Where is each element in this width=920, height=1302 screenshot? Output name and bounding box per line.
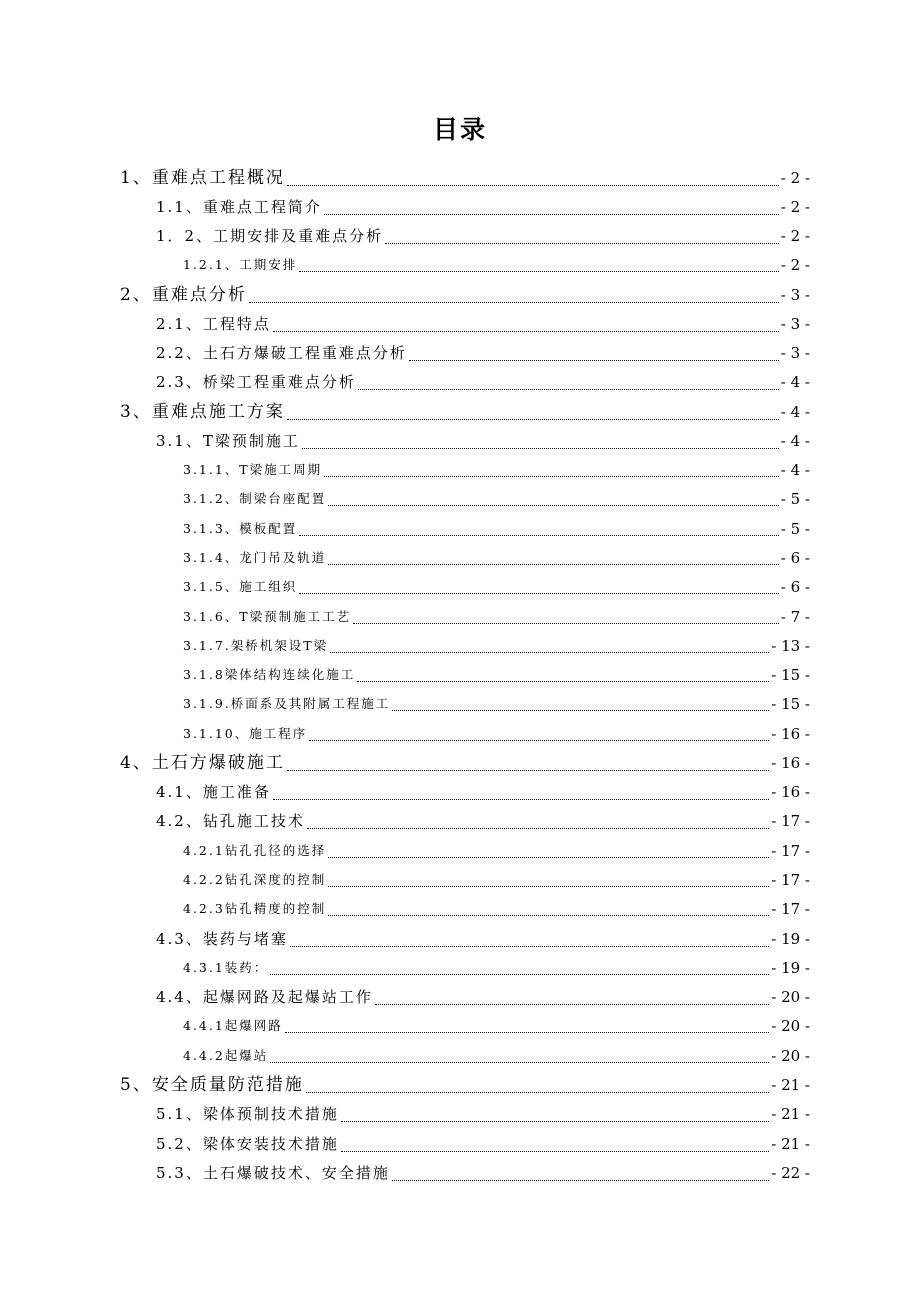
toc-entry[interactable] [156, 222, 810, 250]
toc-dot-leader [306, 1092, 769, 1093]
toc-dot-leader [285, 1032, 769, 1033]
toc-page-number: - 4 - [780, 461, 810, 479]
toc-entry-label: 4.2.2钻孔深度的控制 [183, 872, 327, 887]
toc-page-number: - 16 - [771, 754, 810, 772]
toc-entry-label: 4.4、起爆网路及起爆站工作 [156, 988, 373, 1006]
toc-entry[interactable] [183, 544, 810, 572]
toc-dot-leader [341, 1151, 769, 1152]
toc-entry[interactable] [120, 749, 810, 777]
toc-entry-label: 5.1、梁体预制技术措施 [156, 1105, 339, 1123]
toc-entry-label: 1．2、工期安排及重难点分析 [156, 227, 384, 245]
toc-dot-leader [249, 302, 779, 303]
toc-dot-leader [270, 974, 769, 975]
toc-entry[interactable] [156, 193, 810, 221]
toc-entry[interactable] [156, 427, 810, 455]
toc-entry[interactable] [120, 281, 810, 309]
toc-entry-label: 3.1.5、施工组织 [183, 579, 298, 594]
toc-page-number: - 6 - [780, 549, 810, 567]
toc-entry-label: 3.1.10、施工程序 [183, 726, 308, 741]
toc-dot-leader [287, 770, 769, 771]
toc-dot-leader [385, 243, 779, 244]
toc-entry[interactable] [183, 954, 810, 982]
toc-entry-label: 3.1、T梁预制施工 [156, 432, 300, 450]
toc-entry-label: 2.2、土石方爆破工程重难点分析 [156, 344, 407, 362]
toc-entry[interactable] [156, 1100, 810, 1128]
toc-page-number: - 4 - [780, 432, 810, 450]
toc-dot-leader [358, 389, 779, 390]
toc-entry[interactable] [156, 925, 810, 953]
toc-dot-leader [328, 886, 769, 887]
toc-dot-leader [353, 623, 779, 624]
toc-dot-leader [328, 564, 778, 565]
toc-entry-label: 4.3、装药与堵塞 [156, 930, 288, 948]
toc-entry[interactable] [183, 1012, 810, 1040]
toc-dot-leader [375, 1004, 769, 1005]
toc-entry-label: 4.2.1钻孔孔径的选择 [183, 843, 327, 858]
toc-entry-label: 5.2、梁体安装技术措施 [156, 1135, 339, 1153]
toc-entry-label: 3.1.4、龙门吊及轨道 [183, 550, 327, 565]
toc-entry-label: 1.1、重难点工程简介 [156, 198, 322, 216]
toc-page-number: - 16 - [771, 725, 810, 743]
toc-dot-leader [287, 419, 779, 420]
toc-entry[interactable] [183, 632, 810, 660]
toc-entry[interactable] [156, 1130, 810, 1158]
toc-page-number: - 21 - [771, 1076, 810, 1094]
toc-page-number: - 20 - [771, 988, 810, 1006]
toc-page-number: - 4 - [780, 373, 810, 391]
toc-entry-label: 3.1.9.桥面系及其附属工程施工 [183, 696, 391, 711]
toc-entry-label: 4、土石方爆破施工 [120, 753, 285, 773]
toc-dot-leader [290, 946, 769, 947]
toc-entry[interactable] [183, 456, 810, 484]
toc-entry-label: 5、安全质量防范措施 [120, 1075, 304, 1095]
toc-dot-leader [341, 1121, 769, 1122]
toc-page-number: - 20 - [771, 1017, 810, 1035]
toc-page-number: - 2 - [780, 227, 810, 245]
toc-page-number: - 22 - [771, 1164, 810, 1182]
toc-dot-leader [328, 857, 769, 858]
toc-entry[interactable] [183, 895, 810, 923]
toc-page-number: - 17 - [771, 842, 810, 860]
toc-dot-leader [328, 915, 769, 916]
toc-page-number: - 21 - [771, 1105, 810, 1123]
toc-page-number: - 3 - [780, 315, 810, 333]
toc-page-number: - 13 - [771, 637, 810, 655]
toc-page-number: - 15 - [771, 695, 810, 713]
toc-dot-leader [324, 476, 779, 477]
toc-page-number: - 3 - [780, 286, 810, 304]
toc-entry[interactable] [183, 515, 810, 543]
toc-entry[interactable] [156, 339, 810, 367]
toc-dot-leader [273, 331, 779, 332]
toc-dot-leader [299, 593, 778, 594]
toc-entry[interactable] [156, 983, 810, 1011]
toc-entry[interactable] [120, 164, 810, 192]
toc-dot-leader [309, 740, 769, 741]
page-title: 目录 [432, 115, 487, 144]
toc-page-number: - 17 - [771, 812, 810, 830]
toc-dot-leader [270, 1062, 769, 1063]
toc-entry[interactable] [183, 661, 810, 689]
toc-entry[interactable] [183, 866, 810, 894]
toc-entry[interactable] [156, 778, 810, 806]
toc-entry-label: 1.2.1、工期安排 [183, 257, 298, 272]
toc-page-number: - 5 - [780, 490, 810, 508]
toc-entry-label: 2、重难点分析 [120, 285, 247, 305]
toc-dot-leader [357, 681, 769, 682]
toc-entry[interactable] [183, 485, 810, 513]
toc-entry-label: 4.1、施工准备 [156, 783, 271, 801]
toc-entry-label: 2.3、桥梁工程重难点分析 [156, 373, 356, 391]
toc-page-number: - 17 - [771, 900, 810, 918]
toc-entry-label: 3、重难点施工方案 [120, 402, 285, 422]
toc-entry[interactable] [120, 398, 810, 426]
toc-entry-label: 1、重难点工程概况 [120, 168, 285, 188]
toc-dot-leader [328, 505, 778, 506]
toc-entry[interactable] [183, 690, 810, 718]
toc-entry-label: 4.2、钻孔施工技术 [156, 812, 305, 830]
toc-page-number: - 5 - [780, 520, 810, 538]
toc-page-number: - 17 - [771, 871, 810, 889]
toc-entry-label: 3.1.1、T梁施工周期 [183, 462, 323, 477]
toc-dot-leader [299, 535, 778, 536]
toc-entry[interactable] [156, 368, 810, 396]
toc-page-number: - 21 - [771, 1135, 810, 1153]
toc-page-number: - 4 - [780, 403, 810, 421]
toc-entry[interactable] [183, 720, 810, 748]
toc-entry-label: 2.1、工程特点 [156, 315, 271, 333]
toc-entry[interactable] [156, 1159, 810, 1187]
toc-dot-leader [392, 710, 769, 711]
toc-entry-label: 4.4.2起爆站 [183, 1048, 269, 1063]
toc-entry[interactable] [156, 310, 810, 338]
toc-dot-leader [330, 652, 769, 653]
toc-dot-leader [409, 360, 779, 361]
toc-entry-label: 4.2.3钻孔精度的控制 [183, 901, 327, 916]
toc-page-number: - 19 - [771, 959, 810, 977]
toc-entry-label: 3.1.7.架桥机架设T梁 [183, 638, 329, 653]
toc-entry[interactable] [120, 1071, 810, 1099]
toc-entry[interactable] [183, 1042, 810, 1070]
toc-page-number: - 19 - [771, 930, 810, 948]
toc-page-number: - 15 - [771, 666, 810, 684]
toc-page-number: - 2 - [780, 169, 810, 187]
toc-dot-leader [302, 448, 779, 449]
toc-entry[interactable] [183, 603, 810, 631]
toc-page-number: - 3 - [780, 344, 810, 362]
toc-page-number: - 16 - [771, 783, 810, 801]
toc-entry-label: 3.1.6、T梁预制施工工艺 [183, 609, 352, 624]
toc-dot-leader [287, 185, 779, 186]
toc-entry[interactable] [183, 251, 810, 279]
toc-page-number: - 2 - [780, 256, 810, 274]
toc-page-number: - 7 - [780, 608, 810, 626]
toc-entry[interactable] [183, 837, 810, 865]
toc-entry-label: 3.1.2、制梁台座配置 [183, 491, 327, 506]
toc-page-number: - 2 - [780, 198, 810, 216]
toc-entry-label: 4.3.1装药： [183, 960, 269, 975]
toc-dot-leader [273, 799, 769, 800]
toc-entry[interactable] [183, 573, 810, 601]
toc-dot-leader [299, 271, 778, 272]
toc-dot-leader [392, 1180, 769, 1181]
toc-entry-label: 3.1.3、模板配置 [183, 521, 298, 536]
toc-entry-label: 4.4.1起爆网路 [183, 1018, 283, 1033]
toc-dot-leader [307, 828, 769, 829]
toc-page-number: - 20 - [771, 1047, 810, 1065]
toc-dot-leader [324, 214, 779, 215]
toc-page-number: - 6 - [780, 578, 810, 596]
toc-entry-label: 3.1.8梁体结构连续化施工 [183, 667, 356, 682]
toc-entry-label: 5.3、土石爆破技术、安全措施 [156, 1164, 390, 1182]
toc-entry[interactable] [156, 807, 810, 835]
